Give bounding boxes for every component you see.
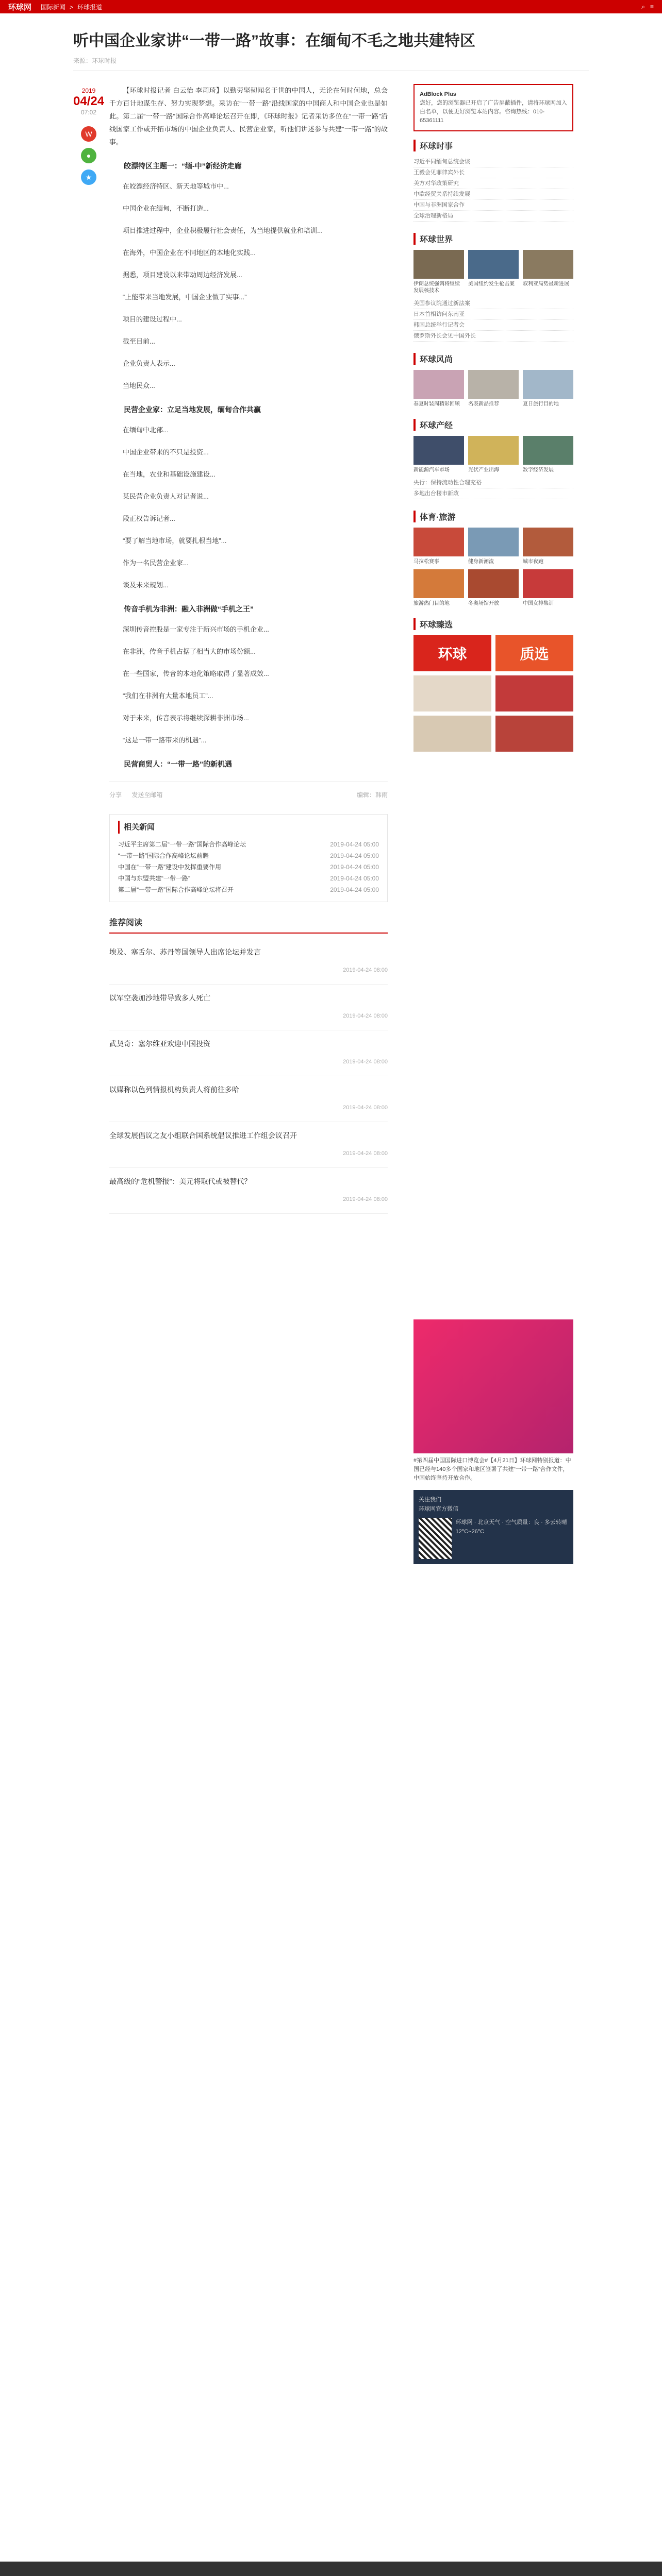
recommend-item[interactable] — [109, 1076, 388, 1122]
world-tile[interactable] — [523, 250, 573, 294]
world-tile[interactable] — [413, 250, 464, 294]
paragraph: 在缅甸中北部... — [123, 426, 169, 434]
recommend-item[interactable] — [109, 939, 388, 985]
thumbnail-image — [413, 370, 464, 399]
product-image[interactable] — [413, 716, 491, 752]
article-title: 听中国企业家讲“一带一路”故事：在缅甸不毛之地共建特区 — [73, 32, 475, 49]
adblock-text: 您好，您的浏览器已开启了广告屏蔽插件，请将环球网加入白名单，以便更好浏览本站内容。咨询热线：010-65361111 — [420, 100, 567, 124]
right-sidebar — [413, 84, 573, 1564]
tile-caption[interactable]: 马拉松赛事 — [413, 559, 439, 565]
date-day: 04/24 — [73, 94, 105, 108]
qzone-share-icon[interactable]: ★ — [81, 170, 96, 185]
thumbnail-image — [523, 436, 573, 465]
related-item[interactable] — [118, 873, 379, 884]
section-heading: 民营商贸人：“一带一路”的新机遇 — [124, 760, 232, 768]
recommend-item[interactable] — [109, 985, 388, 1030]
paragraph: “我们在非洲有大量本地员工”... — [123, 692, 213, 700]
tile-caption[interactable]: 健身新潮流 — [468, 559, 494, 565]
related-news — [109, 814, 388, 902]
adblock-title: AdBlock Plus — [420, 91, 456, 97]
related-item-text[interactable]: “一带一路”国际合作高峰论坛前瞻 — [118, 852, 209, 859]
hotnews-item[interactable]: 王毅会见菲律宾外长 — [413, 167, 573, 178]
world-item[interactable]: 美国参议院通过新法案 — [413, 298, 573, 309]
hotnews-item[interactable]: 美方对华政策研究 — [413, 178, 573, 189]
sidebar-spacer — [413, 763, 573, 1319]
paragraph: 对于未来，传音表示将继续深耕非洲市场... — [123, 714, 249, 722]
widget-title: 环球臻选 — [413, 618, 573, 630]
date-time: 07:02 — [80, 109, 97, 116]
tile-caption[interactable]: 伊朗总统强调将继续发展核技术 — [413, 281, 460, 294]
tile-caption[interactable]: 夏日旅行目的地 — [523, 401, 559, 407]
paragraph: 截至目前... — [123, 337, 155, 345]
world-item[interactable]: 韩国总统举行记者会 — [413, 320, 573, 331]
style-tile[interactable] — [468, 370, 519, 408]
thumbnail-image — [413, 528, 464, 556]
related-item[interactable] — [118, 839, 379, 850]
hotnews-item[interactable]: 中欧经贸关系持续发展 — [413, 189, 573, 200]
paragraph: 作为一名民营企业家... — [123, 559, 189, 567]
related-item-text[interactable]: 习近平主席第二届“一带一路”国际合作高峰论坛 — [118, 841, 246, 848]
paragraph: 在海外，中国企业在不同地区的本地化实践... — [123, 249, 256, 257]
travel-tile[interactable] — [413, 569, 464, 607]
thumbnail-image — [523, 528, 573, 556]
recommend-item[interactable] — [109, 1168, 388, 1214]
left-rail — [73, 84, 104, 1564]
feature-caption[interactable]: #第四届中国国际进口博览会#【4月21日】环球网特别报道：中国已经与140多个国家和地区签署了共建“一带一路”合作文件，中国始终坚持开放合作。 — [413, 1458, 571, 1481]
recommend-title: 推荐阅读 — [109, 917, 388, 934]
world-item[interactable]: 日本首相访问东南亚 — [413, 309, 573, 320]
hotnews-item[interactable]: 全球治理新格局 — [413, 211, 573, 222]
related-item[interactable] — [118, 884, 379, 895]
sports-tile[interactable] — [523, 528, 573, 565]
section-heading: 民营企业家：立足当地发展，缅甸合作共赢 — [124, 405, 261, 414]
shop-badge[interactable]: 环球 — [413, 635, 491, 671]
related-item-date: 2019-04-24 05:00 — [330, 841, 379, 848]
related-item-text[interactable]: 中国与东盟共建“一带一路” — [118, 875, 190, 882]
tile-caption[interactable]: 冬奥场馆开放 — [468, 601, 499, 606]
product-image[interactable] — [413, 675, 491, 711]
related-item-text[interactable]: 第二届“一带一路”国际合作高峰论坛将召开 — [118, 886, 234, 893]
tile-caption[interactable]: 城市夜跑 — [523, 559, 543, 565]
thumbnail-image — [413, 569, 464, 598]
tile-caption[interactable]: 名表新品推荐 — [468, 401, 499, 407]
paragraph: 谈及未来规划... — [123, 581, 169, 589]
section-heading: 皎漂特区主题一：“缅-中”新经济走廊 — [124, 162, 242, 170]
widget-title: 体育·旅游 — [413, 511, 573, 522]
recommend-item-date: 2019-04-24 08:00 — [343, 1059, 388, 1065]
top-nav-right — [641, 3, 654, 11]
recommend-item-title[interactable]: 最高级的“危机警报”：美元将取代或被替代？ — [109, 1177, 252, 1185]
industry-tile[interactable] — [468, 436, 519, 473]
top-nav-bar — [0, 0, 662, 13]
wechat-share-icon[interactable]: ● — [81, 148, 96, 163]
sports-travel-widget — [413, 511, 573, 607]
paragraph: 项目推进过程中，企业积极履行社会责任，为当地提供就业和培训... — [123, 227, 323, 234]
recommend-item-date: 2019-04-24 08:00 — [343, 967, 388, 973]
section-heading: 传音手机为非洲：融入非洲做“手机之王” — [124, 605, 254, 613]
tile-caption[interactable]: 春夏时装周精彩回顾 — [413, 401, 460, 407]
hotnews-widget — [413, 140, 573, 222]
industry-item[interactable]: 多地出台楼市新政 — [413, 488, 573, 499]
paragraph: 深圳传音控股是一家专注于新兴市场的手机企业... — [123, 625, 269, 633]
related-item-text[interactable]: 中国在“一带一路”建设中发挥重要作用 — [118, 863, 221, 871]
world-item[interactable]: 俄罗斯外长会见中国外长 — [413, 331, 573, 342]
industry-item[interactable]: 央行：保持流动性合理充裕 — [413, 478, 573, 488]
share-button[interactable]: 分享 — [109, 791, 122, 799]
paragraph: 项目的建设过程中... — [123, 315, 182, 323]
recommend-item-date: 2019-04-24 08:00 — [343, 1196, 388, 1202]
editor-credit: 编辑：韩雨 — [356, 791, 388, 799]
breadcrumb-item-1[interactable]: 环球报道 — [77, 3, 103, 11]
paragraph: 段正权告诉记者... — [123, 515, 175, 522]
recommend-item-date: 2019-04-24 08:00 — [343, 1105, 388, 1111]
shop-badge[interactable]: 质选 — [495, 635, 573, 671]
recommend-item-title[interactable]: 武契奇：塞尔维亚欢迎中国投资 — [109, 1040, 210, 1048]
travel-tile[interactable] — [523, 569, 573, 607]
date-year: 2019 — [81, 87, 96, 94]
tile-caption[interactable]: 叙利亚局势最新进展 — [523, 281, 569, 287]
paragraph: 某民营企业负责人对记者说... — [123, 493, 209, 500]
shop-widget — [413, 618, 573, 752]
hotnews-item[interactable]: 习近平同缅甸总统会谈 — [413, 157, 573, 167]
feature-image[interactable] — [413, 1319, 573, 1453]
breadcrumb — [39, 3, 104, 11]
widget-title: 环球时事 — [413, 140, 573, 151]
paragraph: 当地民众... — [123, 382, 155, 389]
travel-tile[interactable] — [468, 569, 519, 607]
widget-title: 环球世界 — [413, 233, 573, 245]
world-tile[interactable] — [468, 250, 519, 294]
thumbnail-image — [413, 436, 464, 465]
page-body — [73, 31, 589, 1564]
paragraph: 据悉，项目建设以来带动周边经济发展... — [123, 271, 242, 279]
widget-title: 环球产经 — [413, 419, 573, 431]
recommend-item-title[interactable]: 埃及、塞舌尔、苏丹等国领导人出席论坛并发言 — [109, 948, 261, 956]
follow-title: 关注我们 — [419, 1497, 441, 1503]
adblock-notice — [413, 84, 573, 131]
follow-widget — [413, 1490, 573, 1564]
thumbnail-image — [523, 370, 573, 399]
thumbnail-image — [523, 250, 573, 279]
menu-icon[interactable]: ≡ — [650, 3, 654, 10]
thumbnail-image — [413, 250, 464, 279]
follow-text: 环球网官方微信 — [419, 1506, 458, 1512]
paragraph: 在当地，农业和基础设施建设... — [123, 470, 216, 478]
industry-tile[interactable] — [413, 436, 464, 473]
breadcrumb-sep: > — [70, 3, 74, 11]
sports-tile[interactable] — [468, 528, 519, 565]
email-button[interactable]: 发送至邮箱 — [131, 791, 163, 799]
related-item[interactable] — [118, 850, 379, 861]
page-footer — [0, 2562, 662, 2576]
recommend-item-title[interactable]: 全球发展倡议之友小组联合国系统倡议推进工作组会议召开 — [109, 1131, 297, 1140]
tile-caption[interactable]: 旅游热门目的地 — [413, 601, 450, 606]
paragraph: “要了解当地市场，就要扎根当地”... — [123, 537, 227, 545]
site-logo[interactable]: 环球网 — [8, 3, 32, 12]
thumbnail-image — [468, 528, 519, 556]
paragraph: 在非洲，传音手机占据了相当大的市场份额... — [123, 648, 256, 655]
product-image[interactable] — [495, 675, 573, 711]
paragraph: 中国企业在缅甸，不断打造... — [123, 205, 209, 212]
industry-widget — [413, 419, 573, 499]
style-tile[interactable] — [523, 370, 573, 408]
product-image[interactable] — [495, 716, 573, 752]
tile-caption[interactable]: 美国纽约发生枪击案 — [468, 281, 515, 287]
paragraph: 企业负责人表示... — [123, 360, 175, 367]
search-icon[interactable]: ⌕ — [641, 3, 645, 10]
related-item[interactable] — [118, 861, 379, 873]
weibo-share-icon[interactable]: W — [81, 126, 96, 142]
weather-text: 环球网 · 北京天气 · 空气质量：良 · 多云转晴 12°C~26°C — [455, 1519, 567, 1535]
qr-code-image — [419, 1518, 452, 1559]
breadcrumb-item-0[interactable]: 国际新闻 — [41, 3, 66, 11]
industry-tile[interactable] — [523, 436, 573, 473]
tile-caption[interactable]: 光伏产业出海 — [468, 467, 499, 473]
recommend-item-date: 2019-04-24 08:00 — [343, 1150, 388, 1157]
thumbnail-image — [468, 436, 519, 465]
world-widget — [413, 233, 573, 342]
related-title: 相关新闻 — [118, 821, 379, 834]
article-meta: 来源：环球时报 — [73, 56, 589, 71]
style-tile[interactable] — [413, 370, 464, 408]
recommend-section — [109, 917, 388, 1214]
paragraph: 在皎漂经济特区、新天地等城市中... — [123, 182, 229, 190]
paragraph: 【环球时报记者 白云怡 李司琦】以勤劳坚韧闻名于世的中国人，无论在何时何地，总会千方百计地谋生存、努力实现梦想。采访在“一带一路”沿线国家的中国商人和中国企业也是如此。第二届“一带一路”国际合作高峰论坛召开在即，《环球时报》记者采访多位在“一带一路”沿线国家工作或开拓市场的中国企业负责人、民营企业家，听他们讲述参与共建“一带一路”的故事。 — [109, 87, 388, 146]
thumbnail-image — [468, 370, 519, 399]
paragraph: “这是一带一路带来的机遇”... — [123, 736, 207, 744]
paragraph: 在一些国家，传音的本地化策略取得了显著成效... — [123, 670, 269, 677]
thumbnail-image — [468, 569, 519, 598]
related-item-date: 2019-04-24 05:00 — [330, 852, 379, 859]
article-footer — [109, 781, 388, 802]
recommend-item-title[interactable]: 以军空袭加沙地带导致多人死亡 — [109, 994, 210, 1002]
recommend-item[interactable] — [109, 1122, 388, 1168]
related-item-date: 2019-04-24 05:00 — [330, 875, 379, 882]
recommend-item-title[interactable]: 以媒称以色列情报机构负责人将前往多哈 — [109, 1086, 239, 1094]
sports-tile[interactable] — [413, 528, 464, 565]
widget-title: 环球风尚 — [413, 353, 573, 365]
style-widget — [413, 353, 573, 408]
recommend-item[interactable] — [109, 1030, 388, 1076]
related-item-date: 2019-04-24 05:00 — [330, 863, 379, 871]
hotnews-item[interactable]: 中国与非洲国家合作 — [413, 200, 573, 211]
tile-caption[interactable]: 新能源汽车市场 — [413, 467, 450, 473]
tile-caption[interactable]: 中国女排集训 — [523, 601, 554, 606]
paragraph: 中国企业带来的不只是投资... — [123, 448, 209, 456]
article-body — [104, 84, 398, 1564]
thumbnail-image — [468, 250, 519, 279]
tile-caption[interactable]: 数字经济发展 — [523, 467, 554, 473]
related-item-date: 2019-04-24 05:00 — [330, 886, 379, 893]
thumbnail-image — [523, 569, 573, 598]
recommend-item-date: 2019-04-24 08:00 — [343, 1013, 388, 1019]
paragraph: “上能带来当地发展，中国企业做了实事...” — [123, 293, 247, 301]
